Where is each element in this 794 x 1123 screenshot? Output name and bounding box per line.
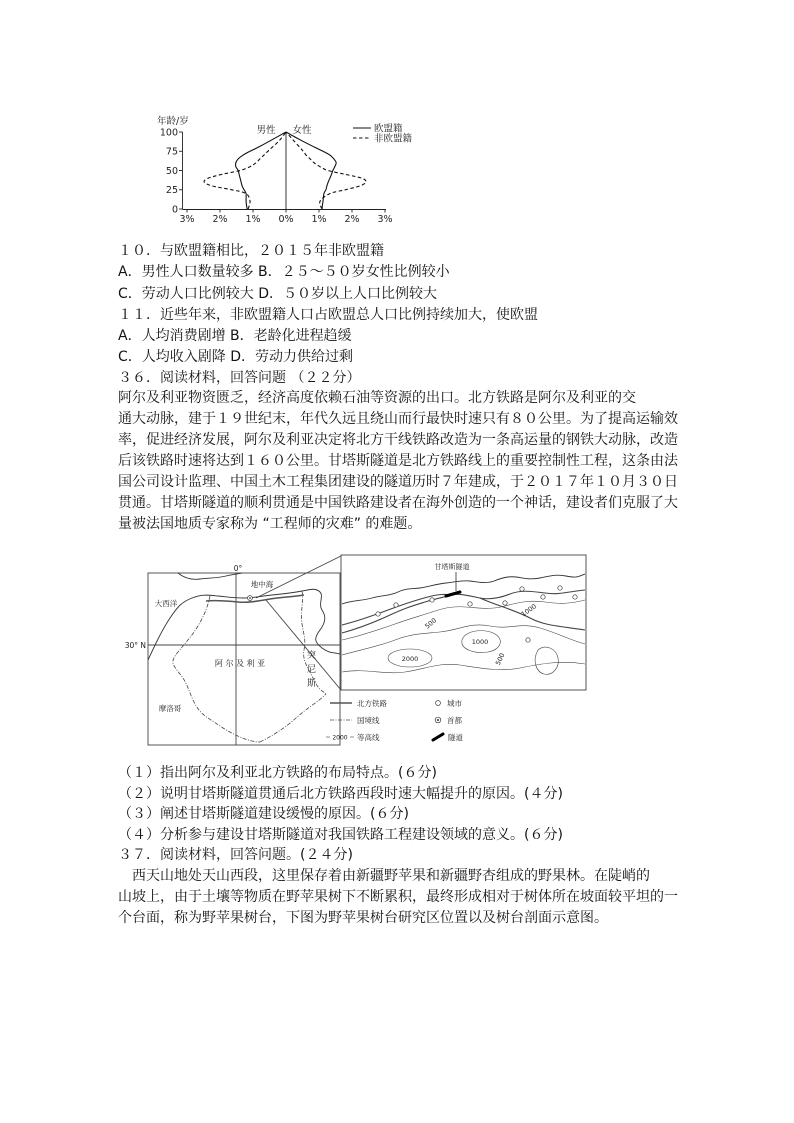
- map-legend: [326, 698, 463, 742]
- tunnel-label: 甘塔斯隧道: [434, 563, 470, 571]
- q10-stem: １０．与欧盟籍相比，２０１５年非欧盟籍: [118, 243, 384, 259]
- contour-label: 2000: [401, 655, 419, 663]
- city-marker: [526, 638, 530, 642]
- legend-tunnel-label: 隧道: [448, 733, 463, 742]
- q36-subquestion: （３）阐述甘塔斯隧道建设缓慢的原因。(６分): [118, 806, 409, 822]
- city-marker: [376, 612, 380, 616]
- q36-material-line: 通大动脉，建于１９世纪末，年代久远且绕山而行最快时速只有８０公里。为了提高运输效: [118, 411, 678, 427]
- q37-material-line: 个台面，称为野苹果树台，下图为野苹果树台研究区位置以及树台剖面示意图。: [118, 910, 608, 926]
- y-ticks: [160, 128, 183, 216]
- city-marker: [468, 602, 472, 606]
- q37-title: ３７．阅读材料，回答问题。(２４分): [118, 847, 353, 863]
- q36-title: ３６．阅读材料，回答问题 （２２分）: [118, 370, 361, 386]
- x-tick-label: 1%: [245, 214, 261, 225]
- x-tick-label: 2%: [344, 214, 360, 225]
- x-tick-label: 3%: [179, 214, 195, 225]
- iberia-coast: [178, 573, 242, 579]
- inset-cities: [376, 586, 577, 642]
- inset-coast: [342, 574, 585, 604]
- legend-eu-label: 欧盟籍: [374, 123, 403, 135]
- q36-material-line: 国公司设计监理、中国土木工程集团建设的隧道历时７年建成，于２０１７年１０月３０日: [118, 474, 678, 490]
- city-marker: [573, 595, 577, 599]
- q36-material-line: 贯通。甘塔斯隧道的顺利贯通是中国铁路建设者在海外创造的一个神话，建设者们克服了大: [118, 495, 678, 511]
- latitude-label: 30° N: [124, 641, 146, 650]
- eu-male-curve: [236, 132, 286, 209]
- q36-material-line: 阿尔及利亚物资匮乏，经济高度依赖石油等资源的出口。北方铁路是阿尔及利亚的交: [118, 390, 636, 406]
- algeria-label: 阿 尔 及 利 亚: [214, 659, 266, 668]
- ocean-label: 大西洋: [154, 599, 178, 608]
- tunisia-label: 突尼斯: [305, 650, 315, 692]
- city-marker: [558, 586, 562, 590]
- y-tick-label: 100: [159, 127, 178, 139]
- q36-subquestion: （４）分析参与建设甘塔斯隧道对我国铁路工程建设领域的意义。(６分): [118, 827, 563, 843]
- noneu-female-curve: [286, 132, 366, 209]
- x-tick-label: 0%: [278, 214, 294, 225]
- legend-tunnel-swatch: [433, 734, 443, 740]
- q11-options-ab: A．人均消费剧增 B．老龄化进程趋缓: [118, 328, 352, 344]
- capital-dot: [249, 597, 251, 599]
- q10-options-cd: C．劳动人口比例较大 D．５０岁以上人口比例较大: [118, 286, 438, 302]
- south-border: [260, 694, 326, 742]
- q36-material-line: 率，促进经济发展，阿尔及利亚决定将北方干线铁路改造为一条高运量的钢铁大动脉，改造: [118, 432, 678, 448]
- q11-options-cd: C．人均收入剧降 D．劳动力供给过剩: [118, 349, 354, 365]
- legend-railway-label: 北方铁路: [357, 699, 387, 708]
- male-label: 男性: [256, 125, 276, 136]
- legend-city-label: 城市: [447, 699, 462, 708]
- city-marker: [541, 595, 545, 599]
- q10-options-ab: A．男性人口数量较多 B．２５～５０岁女性比例较小: [118, 264, 450, 280]
- x-tick-label: 2%: [212, 214, 228, 225]
- contour-loop: [535, 647, 558, 674]
- legend-noneu-label: 非欧盟籍: [374, 133, 413, 145]
- y-tick-label: 25: [165, 185, 178, 197]
- city-marker: [520, 587, 524, 591]
- contour-label: 1000: [471, 638, 489, 646]
- q36-material-line: 量被法国地质专家称为 “工程师的灾难” 的难题。: [118, 516, 422, 532]
- chart-legend: [353, 123, 413, 145]
- q36-subquestion: （２）说明甘塔斯隧道贯通后北方铁路西段时速大幅提升的原因。(４分): [118, 786, 563, 802]
- noneu-male-curve: [204, 132, 286, 209]
- inset-frame: [341, 555, 586, 690]
- city-marker: [394, 603, 398, 607]
- female-label: 女性: [292, 125, 312, 136]
- tunnel-marker: [446, 592, 460, 596]
- legend-capital-label: 首都: [447, 716, 462, 725]
- legend-contour-label: 等高线: [357, 733, 380, 742]
- city-marker: [430, 598, 434, 602]
- legend-contour-sample: 2000: [332, 734, 348, 742]
- x-tick-label: 3%: [377, 214, 393, 225]
- contour-label: 500: [423, 616, 439, 631]
- x-tick-label: 1%: [311, 214, 327, 225]
- q36-material-line: 后该铁路时速将达到１６０公里。甘塔斯隧道是北方铁路线上的重要控制性工程，这条由法: [118, 453, 678, 469]
- population-pyramid-chart: [140, 108, 430, 230]
- legend-capital-dot: [437, 719, 439, 721]
- x-ticks: [179, 210, 392, 226]
- legend-city-swatch: [436, 701, 441, 706]
- west-border: [173, 596, 260, 742]
- q11-stem: １１．近些年来，非欧盟籍人口占欧盟总人口比例持续加大，使欧盟: [118, 307, 538, 323]
- legend-border-label: 国境线: [357, 716, 380, 725]
- contour-label: 500: [493, 651, 507, 667]
- algeria-railway-map: [120, 552, 590, 750]
- sea-label: 地中海: [250, 580, 274, 589]
- y-tick-label: 50: [165, 166, 178, 177]
- y-tick-label: 0: [171, 204, 178, 216]
- contour-label: 1000: [519, 602, 538, 619]
- q37-material-line: 山坡上，由于土壤等物质在野苹果树下不断累积，最终形成相对于树体所在坡面较平坦的一: [118, 889, 678, 905]
- q36-subquestion: （１）指出阿尔及利亚北方铁路的布局特点。(６分): [118, 765, 437, 781]
- y-tick-label: 75: [165, 146, 178, 158]
- contour-line: [342, 662, 585, 672]
- morocco-label: 摩洛哥: [158, 704, 182, 713]
- city-marker: [503, 601, 507, 605]
- q37-material-line: 西天山地处天山西段，这里保存着由新疆野苹果和新疆野杏组成的野果林。在陡峭的: [132, 868, 650, 884]
- chart-ylabel: 年龄/岁: [157, 116, 189, 127]
- meridian-label: 0°: [233, 564, 243, 573]
